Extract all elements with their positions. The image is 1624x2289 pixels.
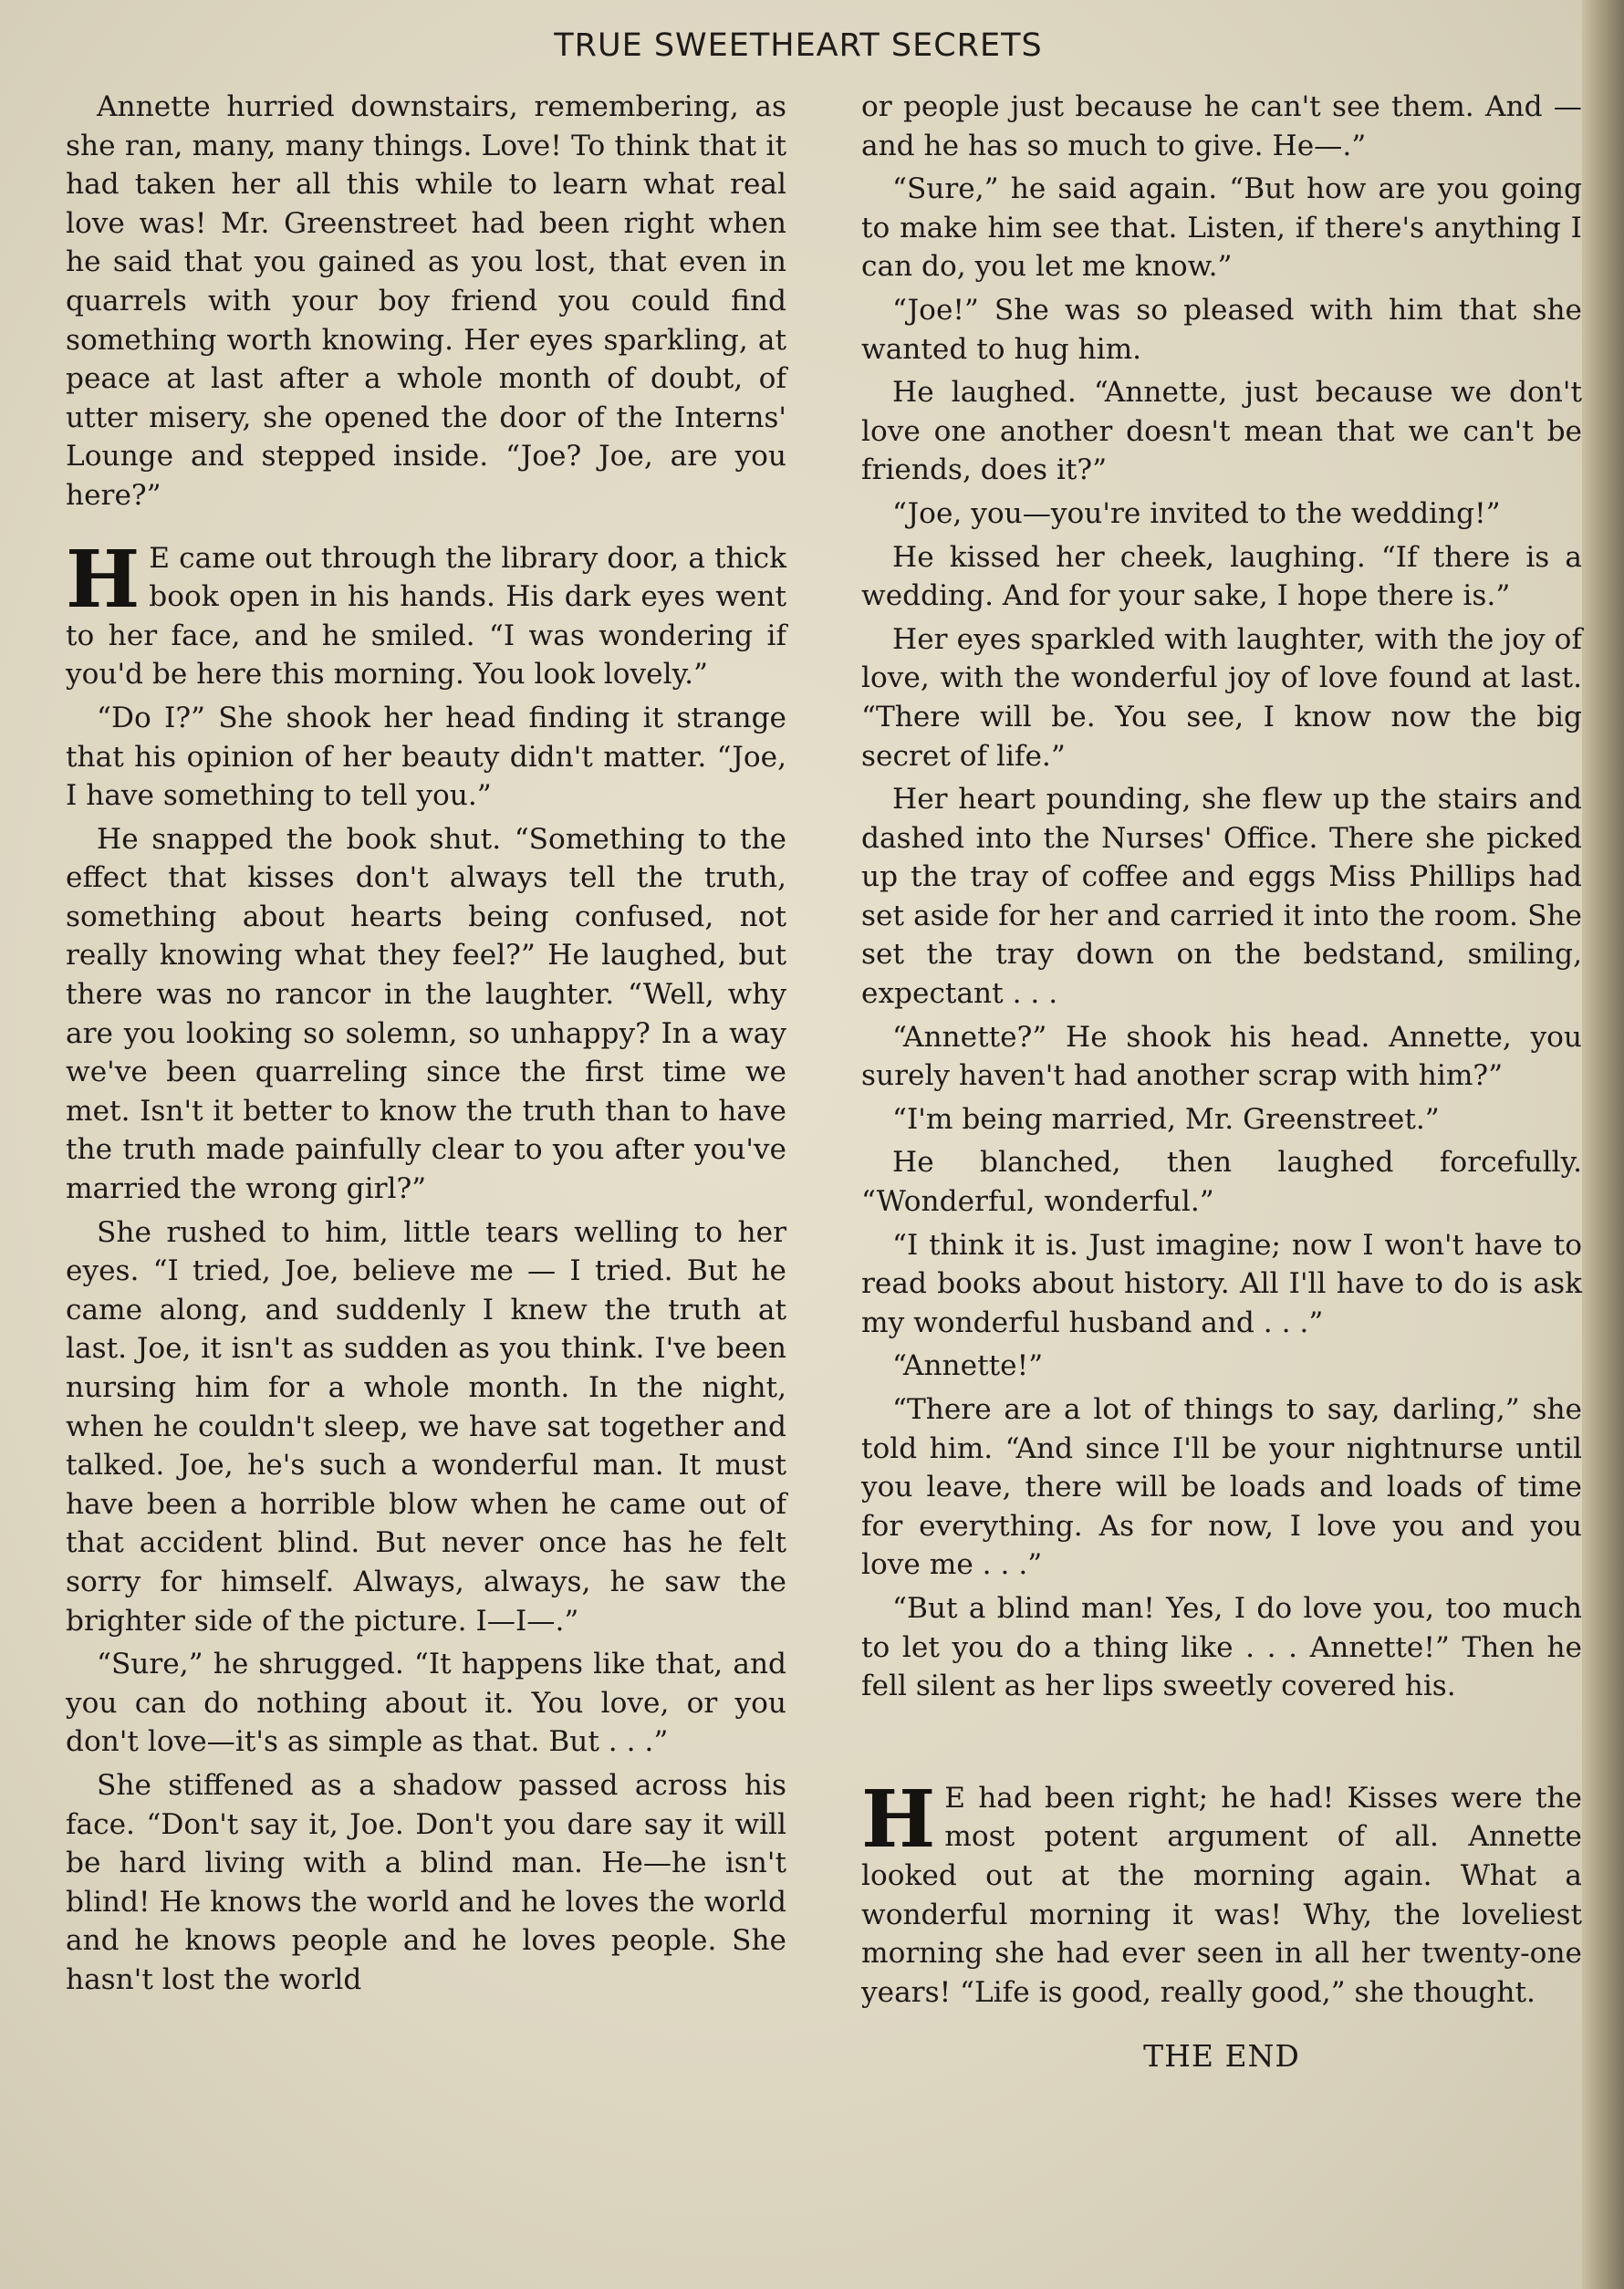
paragraph-drop-cap — [861, 1773, 1582, 2013]
paragraph: “Joe, you—you're invited to the wedding!” — [892, 496, 1501, 530]
page-header: TRUE SWEETHEART SECRETS — [554, 27, 1043, 64]
paragraph: “There are a lot of things to say, darling,” she told him. “And since I'll be your nightnurse until you leave, there will be loads and loads of time for everything. As for now, I love you and you love me . . .” — [861, 1393, 1582, 1582]
paragraph: “Sure,” he said again. “But how are you going to make him see that. Listen, if there's anything I can do, you let me know.” — [861, 172, 1582, 284]
left-column — [66, 88, 786, 2222]
paragraph: Annette hurried downstairs, remembering, as she ran, many, many things. Love! To think that it had taken her all this while to learn what real love was! Mr. Greenstreet had been right when he said that you gained as you lost, that even in quarrels with your boy friend you could find something worth knowing. Her eyes sparkling, at peace at last after a whole month of doubt, of utter misery, she opened the door of the Interns' Lounge and stepped inside. “Joe? Joe, are you here?” — [66, 90, 786, 512]
page-spine-edge — [1582, 0, 1624, 2289]
paragraph: “Annette?” He shook his head. Annette, you surely haven't had another scrap with him?” — [861, 1020, 1582, 1093]
the-end-label: THE END — [1143, 2038, 1300, 2075]
paragraph: He blanched, then laughed forcefully. “Wonderful, wonderful.” — [861, 1146, 1582, 1219]
drop-cap-letter: H — [66, 533, 141, 626]
paragraph: “I'm being married, Mr. Greenstreet.” — [892, 1102, 1440, 1136]
paragraph: He laughed. “Annette, just because we don't love one another doesn't mean that we can't be friends, does it?” — [861, 376, 1582, 487]
paragraph: “Sure,” he shrugged. “It happens like that, and you can do nothing about it. You love, or you don't love—it's as simple as that. But . . .” — [66, 1648, 786, 1759]
paragraph: “Annette!” — [892, 1349, 1044, 1383]
paragraph-text: E had been right; he had! Kisses were the most potent argument of all. Annette looked out at the morning again. What a wonderful morning it was! Why, the loveliest morning she had ever seen in all her twenty-one years! “Life is good, really good,” she thought. — [861, 1781, 1582, 2009]
paragraph: Her eyes sparkled with laughter, with the joy of love, with the wonderful joy of love found at last. “There will be. You see, I know now the big secret of life.” — [861, 622, 1582, 773]
paragraph: “But a blind man! Yes, I do love you, too much to let you do a thing like . . . Annette!” Then he fell silent as her lips sweetly covered his. — [861, 1591, 1582, 1703]
paragraph: He kissed her cheek, laughing. “If there is a wedding. And for your sake, I hope there is.” — [861, 540, 1582, 613]
paragraph: He snapped the book shut. “Something to the effect that kisses don't always tell the truth, something about hearts being confused, not really knowing what they feel?” He laughed, but there was no rancor in the laughter. “Well, why are you looking so solemn, so unhappy? In a way we've been quarreling since the first time we met. Isn't it better to know the truth than to have the truth made painfully clear to you after you've married the wrong girl?” — [66, 822, 786, 1206]
drop-cap-letter: H — [861, 1773, 936, 1866]
right-column — [861, 88, 1582, 2222]
paragraph-continued: or people just because he can't see them. And —and he has so much to give. He—.” — [861, 90, 1582, 162]
paragraph: “Joe!” She was so pleased with him that she wanted to hug him. — [861, 293, 1582, 366]
paragraph-drop-cap — [66, 533, 786, 694]
paragraph: She stiffened as a shadow passed across his face. “Don't say it, Joe. Don't you dare say it will be hard living with a blind man. He—he isn't blind! He knows the world and he loves the world and he knows people and he loves people. She hasn't lost the world — [66, 1768, 786, 1996]
paragraph: She rushed to him, little tears welling to her eyes. “I tried, Joe, believe me — I tried. But he came along, and suddenly I knew the truth at last. Joe, it isn't as sudden as you think. I've been nursing him for a whole month. In the night, when he couldn't sleep, we have sat together and talked. Joe, he's such a wonderful man. It must have been a horrible blow when he came out of that accident blind. But never once has he felt sorry for himself. Always, always, he saw the brighter side of the picture. I—I—.” — [66, 1215, 786, 1638]
paragraph: “Do I?” She shook her head finding it strange that his opinion of her beauty didn't matter. “Joe, I have something to tell you.” — [66, 701, 786, 813]
paragraph-text: E came out through the library door, a thick book open in his hands. His dark eyes went to her face, and he smiled. “I was wondering if you'd be here this morning. You look lovely.” — [66, 541, 786, 692]
paragraph: “I think it is. Just imagine; now I won't have to read books about history. All I'll have to do is ask my wonderful husband and . . .” — [861, 1228, 1582, 1339]
paragraph: Her heart pounding, she flew up the stairs and dashed into the Nurses' Office. There she picked up the tray of coffee and eggs Miss Phillips had set aside for her and carried it into the room. She set the tray down on the bedstand, smiling, expectant . . . — [861, 783, 1582, 1011]
